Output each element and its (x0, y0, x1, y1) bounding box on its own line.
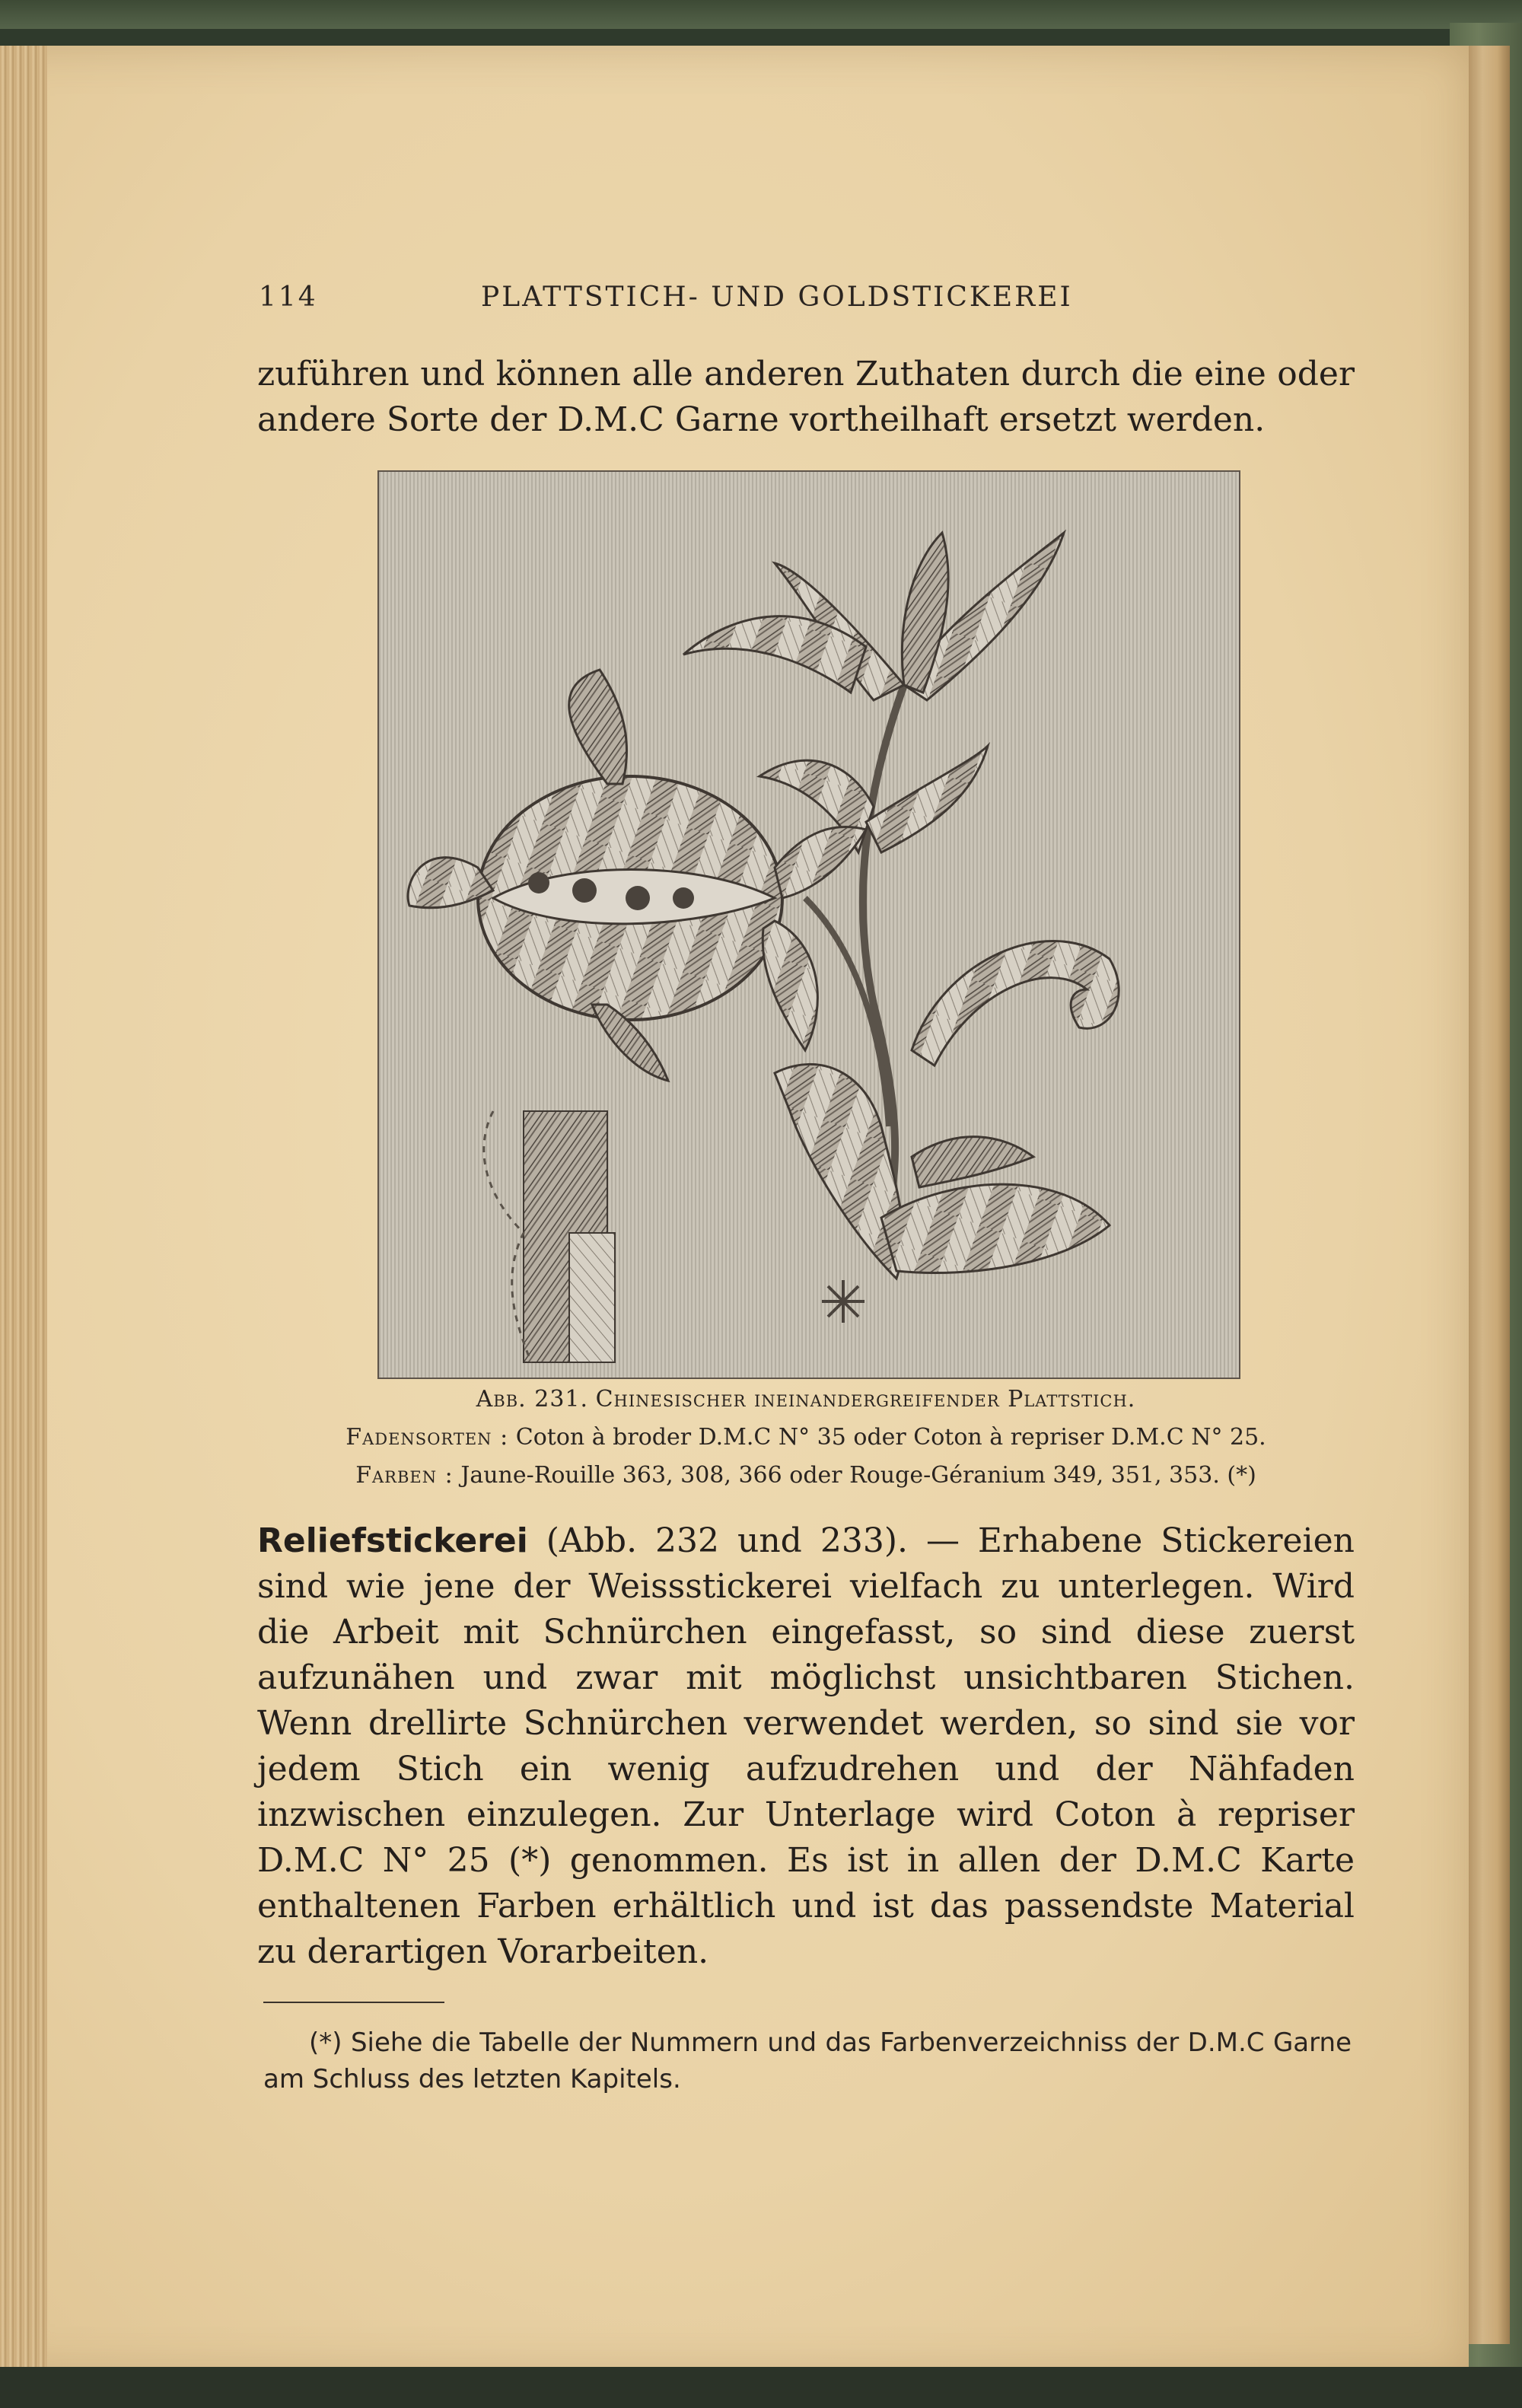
figure-caption-colors (257, 1460, 1355, 1492)
book-cover-bottom (0, 2367, 1522, 2408)
footnote-divider (263, 2002, 444, 2003)
section-heading: Reliefstickerei (257, 1521, 528, 1560)
page-stack-edges (0, 46, 47, 2375)
embroidery-illustration (377, 470, 1240, 1379)
next-page-edge (1466, 46, 1510, 2344)
section-paragraph (257, 1518, 1355, 1975)
colors-label: Farben : (355, 1462, 454, 1489)
figure-label: Abb. 231. (476, 1386, 589, 1413)
running-title: PLATTSTICH- UND GOLDSTICKEREI (481, 282, 1073, 313)
threads-text: Coton à broder D.M.C N° 35 oder Coton à repriser D.M.C N° 25. (515, 1424, 1266, 1451)
figure-caption-title (257, 1384, 1355, 1416)
colors-text: Jaune-Rouille 363, 308, 366 oder Rouge-Géranium 349, 351, 353. (*) (460, 1462, 1256, 1489)
figure-caption-threads (257, 1422, 1355, 1454)
flower-embroidery-drawing (379, 472, 1239, 1378)
footnote: (*) Siehe die Tabelle der Nummern und das Farbenverzeichniss der D.M.C Garne am Schluss des letzten Kapitels. (263, 2027, 1352, 2094)
section-body: (Abb. 232 und 233). — Erhabene Stickereien sind wie jene der Weissstickerei vielfach zu unterlegen. Wird die Arbeit mit Schnürchen eingefasst, so sind diese zuerst aufzunähen und zwar mit möglichst unsichtbaren Stichen. Wenn drellirte Schnürchen verwendet werden, so sind sie vor jedem Stich ein wenig aufzudrehen und der Nähfaden inzwischen einzulegen. Zur Unterlage wird Coton à repriser D.M.C N° 25 (*) genommen. Es ist in allen der D.M.C Karte enthaltenen Farben erhältlich und ist das passendste Material zu derartigen Vorarbeiten. (257, 1521, 1355, 1971)
page-header (259, 282, 1355, 320)
threads-label: Fadensorten : (345, 1424, 509, 1451)
book-cover-top (0, 0, 1522, 29)
figure-title: Chinesischer ineinandergreifender Plattstich. (595, 1386, 1136, 1413)
page-number: 114 (259, 282, 318, 313)
intro-paragraph: zuführen und können alle anderen Zuthaten durch die eine oder andere Sorte der D.M.C Garne vortheilhaft ersetzt werden. (257, 355, 1355, 439)
